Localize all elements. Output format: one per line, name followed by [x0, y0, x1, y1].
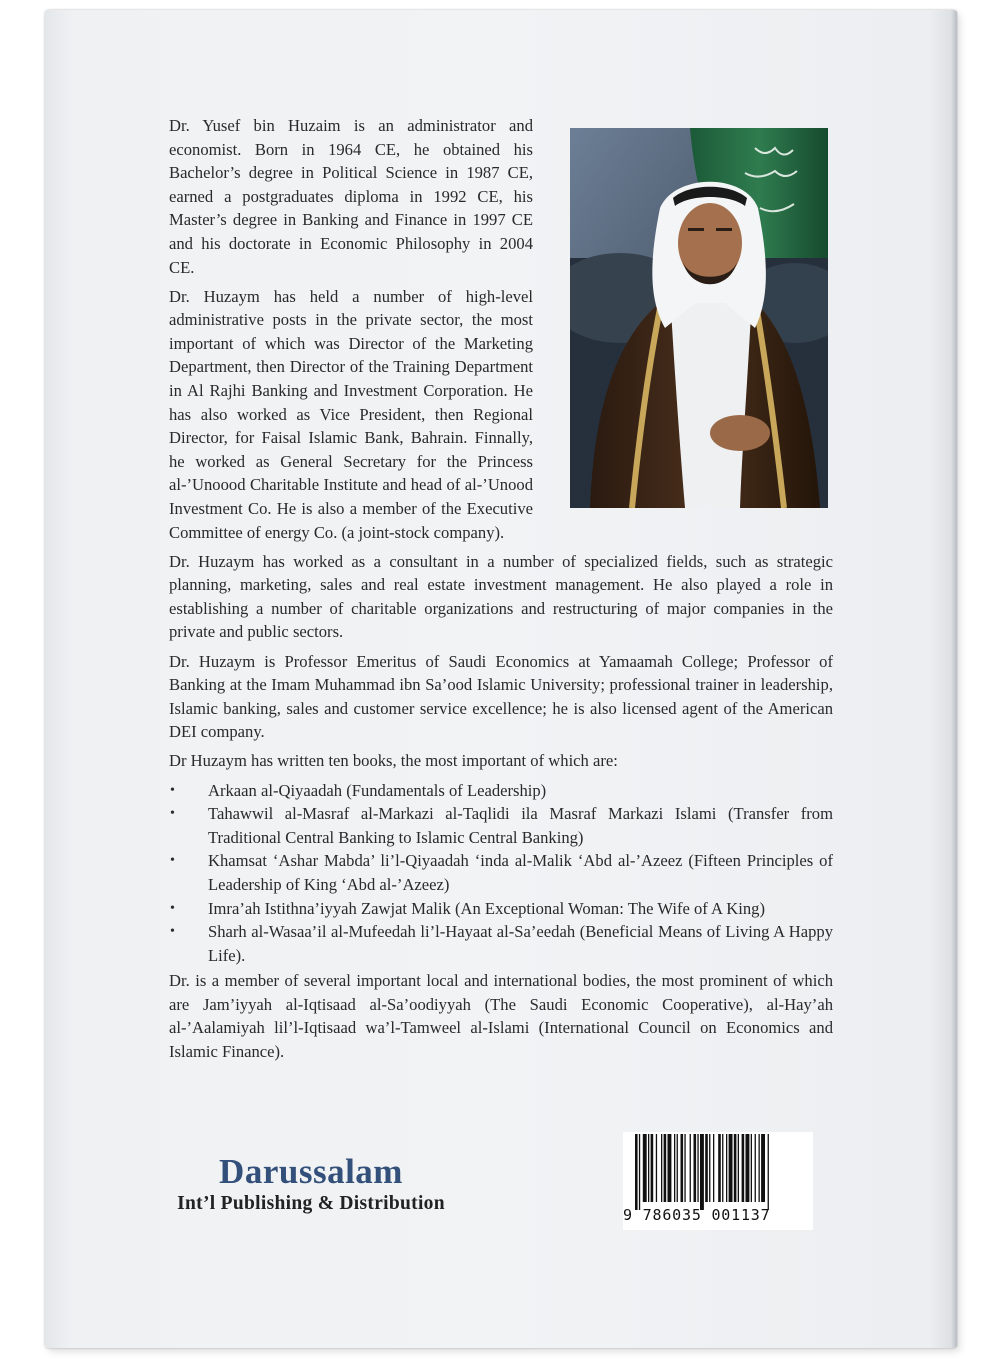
barcode-bar [734, 1134, 737, 1202]
barcode-bar [768, 1134, 769, 1210]
book-back-cover [45, 10, 957, 1348]
list-item: • Sharh al-Wasaa’il al-Mufeedah li’l-Hayaat al-Sa’eedah (Beneficial Means of Living A Happy Life). [169, 920, 833, 967]
barcode-bar [664, 1134, 667, 1202]
list-item: • Arkaan al-Qiyaadah (Fundamentals of Leadership) [169, 779, 833, 803]
barcode-bar [697, 1134, 698, 1202]
barcode-bar [718, 1134, 721, 1202]
barcode-bar [668, 1134, 672, 1202]
barcode-bar [742, 1134, 745, 1202]
author-biography [169, 114, 833, 1069]
barcode-bar [738, 1134, 739, 1202]
barcode-bar [635, 1134, 638, 1210]
barcode-bar [722, 1134, 723, 1202]
barcode-bars-icon [623, 1132, 813, 1212]
barcode-bar [729, 1134, 733, 1202]
bio-paragraph-education: Dr. Yusef bin Huzaim is an administrator and economist. Born in 1964 CE, he obtained his Bachelor’s degree in Political Science in 1987 CE, earned a postgraduates diploma in 1992 CE, his Master’s degree in Banking and Finance in 1997 CE and his doctorate in Economic Philosophy in 2004 CE. [169, 116, 533, 277]
barcode-bar [661, 1134, 662, 1202]
bio-paragraph-books-intro: Dr Huzaym has written ten books, the most important of which are: [169, 751, 618, 771]
isbn-digits: 9 786035 001137 [623, 1206, 771, 1224]
barcode-bar [713, 1134, 714, 1202]
bio-paragraph-memberships: Dr. is a member of several important local and international bodies, the most prominent of which are Jam’iyyah al-Iqtisaad al-Sa’oodiyyah (The Saudi Economic Cooperative), al-Hay’ah al-’Aalamiyah lil’l-Iqtisaad wa’l-Tamweel al-Islami (International Council on Economics and Islamic Finance). [169, 971, 833, 1062]
barcode-bar [726, 1134, 727, 1202]
publisher-subtitle: Int’l Publishing & Distribution [177, 1193, 445, 1214]
list-item: • Khamsat ‘Ashar Mabda’ li’l-Qiyaadah ‘inda al-Malik ‘Abd al-’Azeez (Fifteen Principles of Leadership of King ‘Abd al-’Azeez) [169, 849, 833, 896]
barcode-bar [690, 1134, 691, 1202]
barcode-bar [656, 1134, 657, 1202]
bio-paragraph-academic: Dr. Huzaym is Professor Emeritus of Saudi Economics at Yamaamah College; Professor of Banking at the Imam Muhammad ibn Sa’ood Islamic University; professional trainer in leadership, Islamic banking, sales and customer service excellence; he is also licensed agent of the American DEI company. [169, 651, 833, 742]
bio-paragraph-consulting: Dr. Huzaym has worked as a consultant in a number of specialized fields, such as strategic planning, marketing, sales and real estate investment management. He also played a role in establishing a number of charitable organizations and restructuring of major companies in the private and public sectors. [169, 551, 833, 642]
barcode-bar [648, 1134, 649, 1202]
barcode-bar [751, 1134, 752, 1202]
barcode-bar [759, 1134, 760, 1202]
publisher-logo [158, 1152, 464, 1216]
barcode-bar [677, 1134, 678, 1202]
barcode-bar [643, 1134, 647, 1202]
barcode-bar [746, 1134, 750, 1202]
isbn-barcode [623, 1132, 813, 1230]
barcode-bar [761, 1134, 765, 1202]
barcode-bar [651, 1134, 654, 1202]
barcode-bar [709, 1134, 710, 1202]
barcode-bar [700, 1134, 704, 1210]
barcode-bar [755, 1134, 756, 1202]
barcode-bar [674, 1134, 675, 1202]
bio-paragraph-career: Dr. Huzaym has held a number of high-level administrative posts in the private sector, the most important of which was Director of the Marketing Department, then Director of the Training Department in Al Rajhi Banking and Investment Corporation. He has also worked as Vice President, then Regional Director, for Faisal Islamic Bank, Bahrain. Finnally, he worked as General Secretary for the Princess al-’Unoood Charitable Institute and head of al-’Unood Investment Co. He is also a member of the Executive Committee of energy Co. (a joint-stock company). [169, 286, 533, 542]
barcode-bar [705, 1134, 708, 1202]
publisher-name: Darussalam [219, 1152, 403, 1191]
barcode-bar [681, 1134, 684, 1202]
list-item: • Tahawwil al-Masraf al-Markazi al-Taqlidi ila Masraf Markazi Islami (Transfer from Traditional Central Banking to Islamic Central Banking) [169, 802, 833, 849]
list-item: • Imra’ah Istithna’iyyah Zawjat Malik (An Exceptional Woman: The Wife of A King) [169, 897, 833, 921]
books-list [169, 779, 833, 968]
barcode-bar [639, 1134, 640, 1210]
barcode-bar [684, 1134, 685, 1202]
barcode-bar [694, 1134, 697, 1202]
